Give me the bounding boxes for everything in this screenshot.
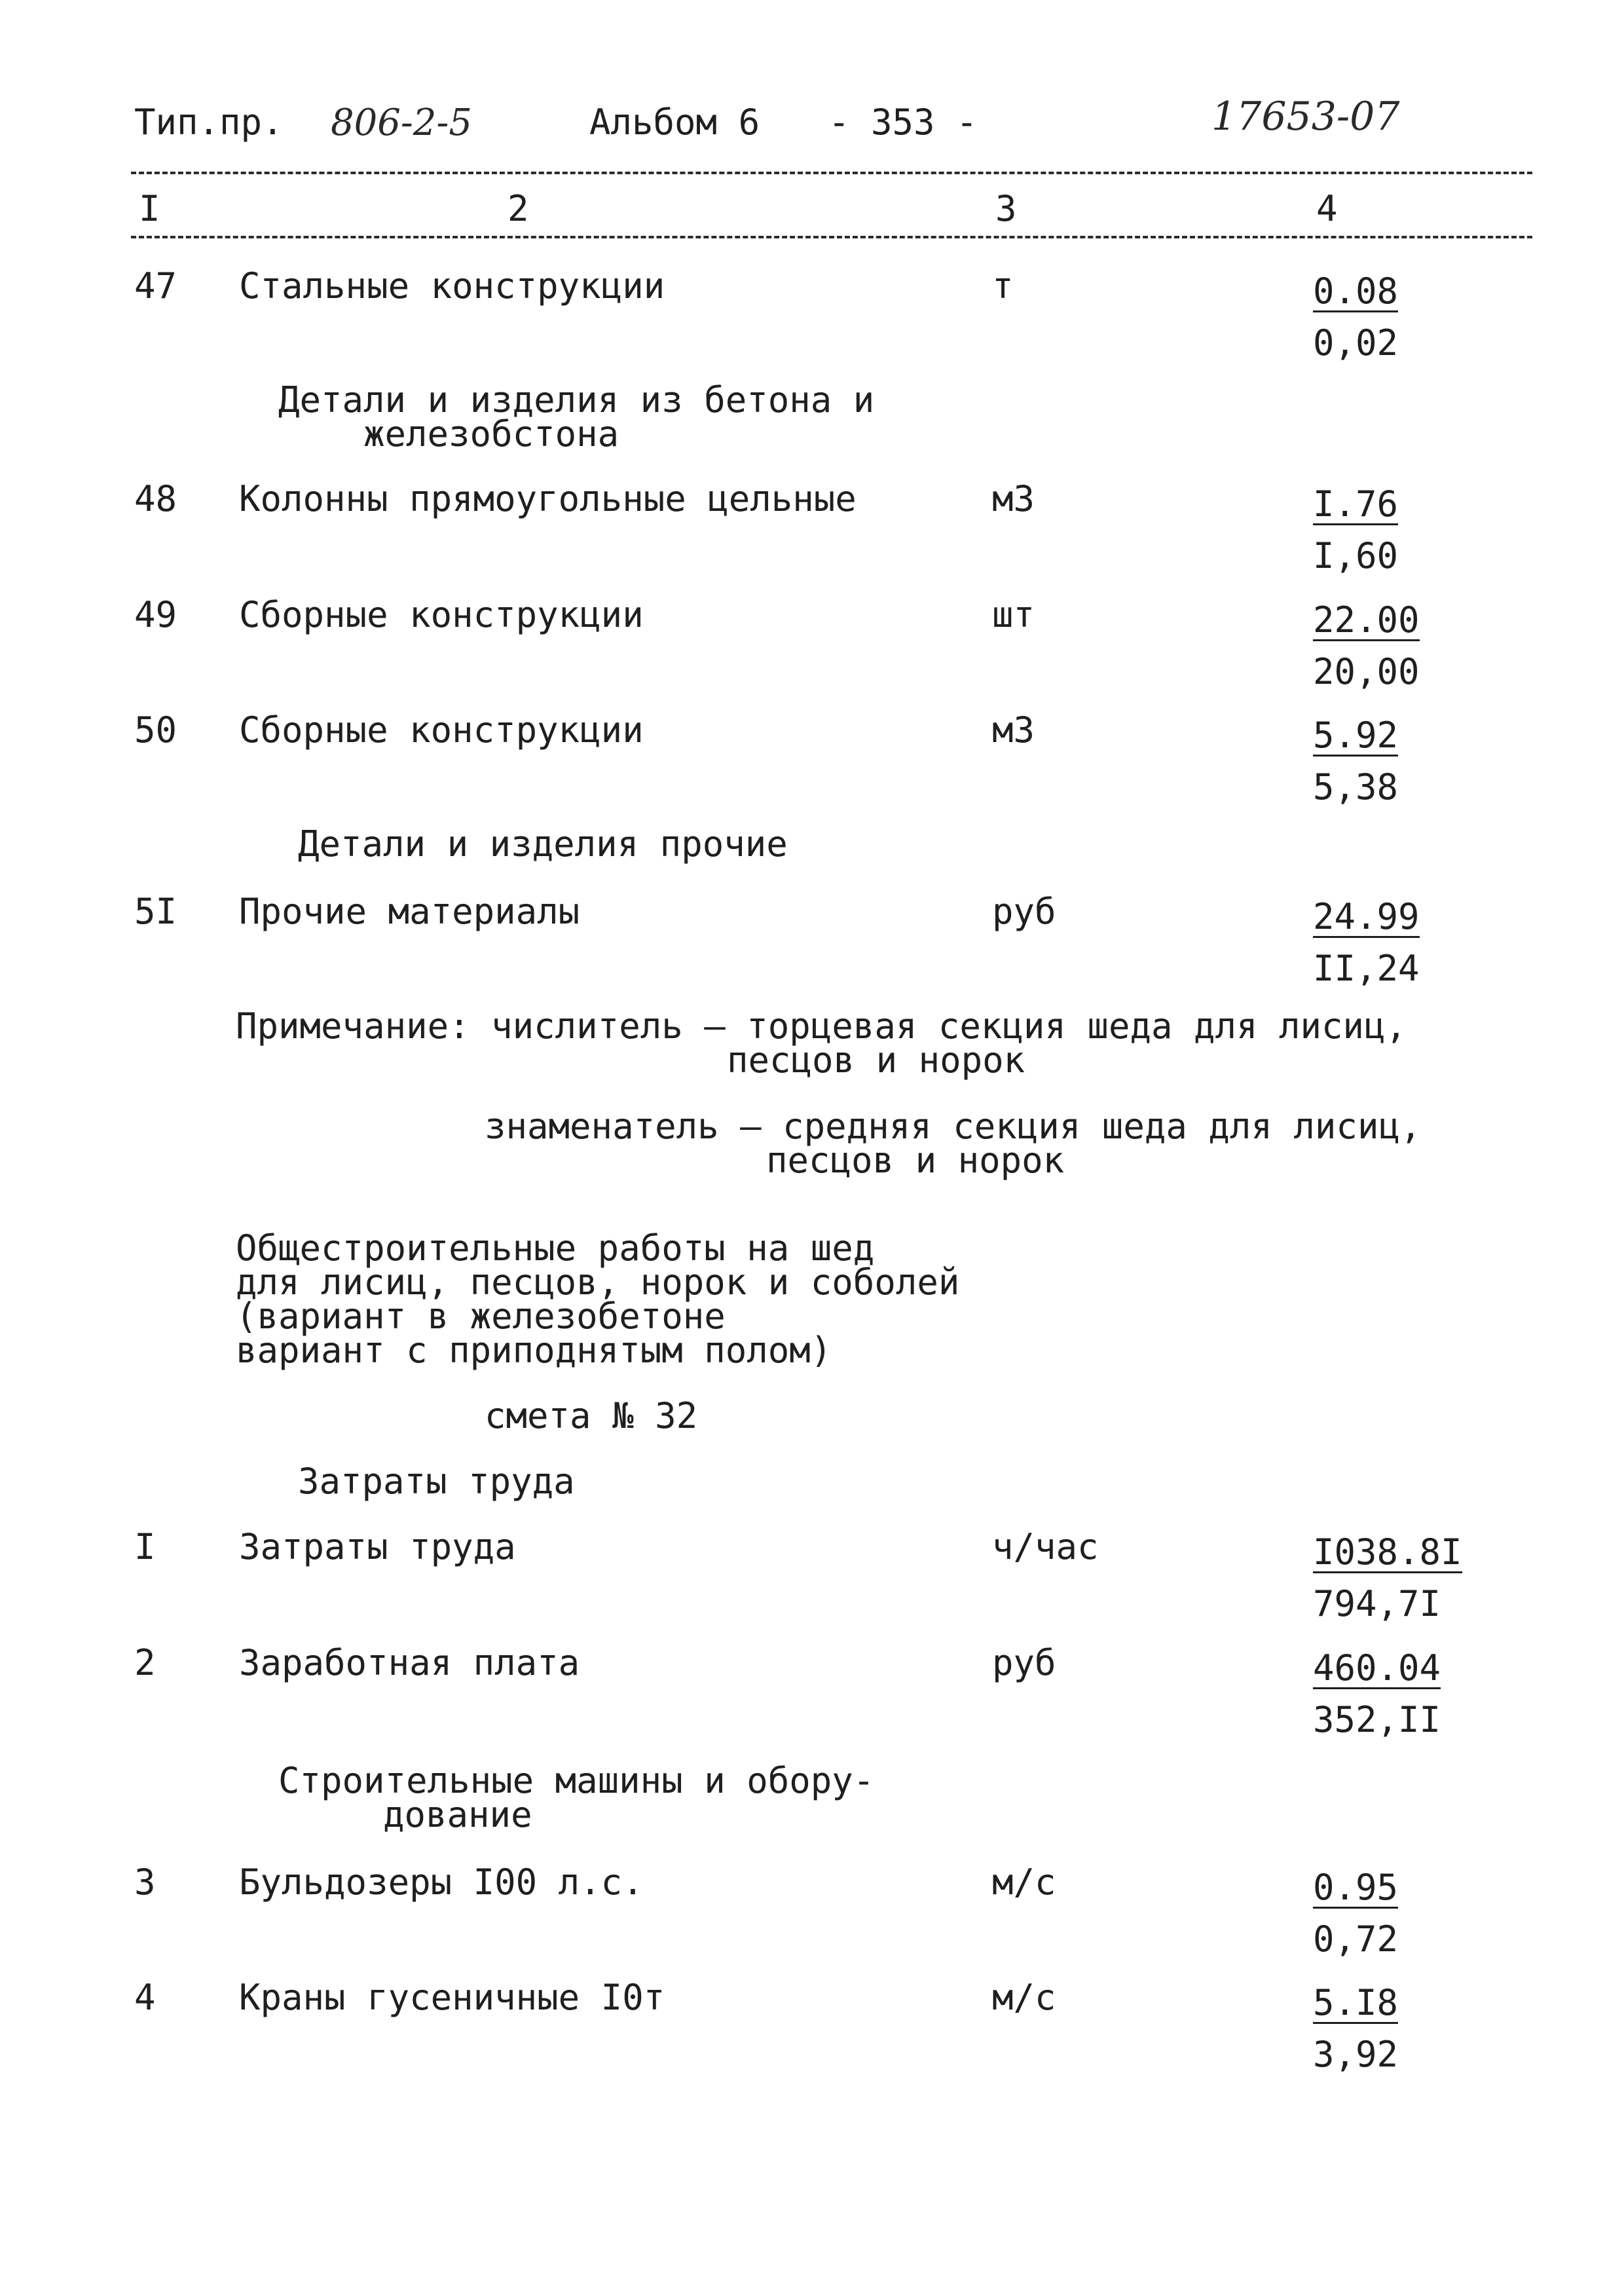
general-works-title	[236, 1227, 960, 1371]
header-doc-number: 17653-07	[1211, 94, 1400, 140]
row-value	[1313, 1647, 1441, 1740]
general-works-line: для лисиц, песцов, норок и соболей	[236, 1262, 960, 1303]
row-name: Краны гусеничные I0т	[239, 1977, 665, 2018]
column-header-3: 3	[995, 188, 1017, 229]
row-value	[1313, 483, 1399, 576]
note-line: знаменатель – средняя секция шеда для лисиц,	[485, 1106, 1422, 1147]
row-num: 49	[134, 594, 177, 635]
row-unit: м3	[992, 709, 1035, 751]
row-name: Колонны прямоугольные цельные	[239, 478, 857, 519]
header-album: Альбом 6	[589, 102, 760, 143]
section-heading-line: дование	[383, 1794, 532, 1835]
row-num: 2	[134, 1642, 156, 1683]
note-line: песцов и норок	[727, 1039, 1025, 1081]
row-name: Стальные конструкции	[239, 265, 665, 307]
section-heading-other: Детали и изделия прочие	[298, 823, 788, 865]
value-numerator: 22.00	[1313, 599, 1420, 641]
column-header-2: 2	[507, 188, 529, 229]
row-name: Затраты труда	[239, 1526, 516, 1567]
note-line: Примечание: числитель – торцевая секция шеда для лисиц,	[236, 1005, 1407, 1047]
row-name: Сборные конструкции	[239, 709, 644, 751]
row-value	[1313, 1531, 1462, 1624]
value-numerator: I038.8I	[1313, 1531, 1462, 1573]
header-page-number: - 353 -	[828, 102, 978, 143]
row-value	[1313, 1867, 1399, 1960]
row-unit: ч/час	[992, 1526, 1099, 1567]
value-numerator: 460.04	[1313, 1647, 1441, 1689]
row-name: Сборные конструкции	[239, 594, 644, 635]
row-name: Бульдозеры I00 л.с.	[239, 1861, 644, 1903]
value-numerator: 24.99	[1313, 896, 1420, 937]
value-denominator: 20,00	[1313, 651, 1420, 692]
row-unit: м/с	[992, 1977, 1056, 2018]
row-value	[1313, 271, 1399, 364]
row-unit: т	[992, 265, 1014, 307]
column-header-1: I	[139, 188, 160, 229]
value-numerator: I.76	[1313, 483, 1399, 525]
section-heading-concrete	[278, 379, 875, 455]
value-denominator: 0,02	[1313, 322, 1399, 364]
estimate-number: смета № 32	[485, 1395, 698, 1436]
row-unit: м3	[992, 478, 1035, 519]
value-numerator: 5.I8	[1313, 1982, 1399, 2023]
value-denominator: 0,72	[1313, 1918, 1399, 1960]
row-num: 5I	[134, 891, 177, 932]
row-value	[1313, 1982, 1399, 2075]
header-type-label: Тип.пр.	[134, 102, 284, 143]
row-num: 48	[134, 478, 177, 519]
general-works-line: (вариант в железобетоне	[236, 1296, 726, 1337]
row-value	[1313, 599, 1420, 692]
value-denominator: 352,II	[1313, 1699, 1441, 1740]
top-dashed-rule	[131, 172, 1532, 174]
value-denominator: 3,92	[1313, 2034, 1399, 2075]
row-value	[1313, 896, 1420, 989]
column-header-dashed-rule	[131, 236, 1532, 238]
general-works-line: Общестроительные работы на шед	[236, 1227, 875, 1269]
row-unit: м/с	[992, 1861, 1056, 1903]
value-denominator: 794,7I	[1313, 1583, 1441, 1624]
row-num: 47	[134, 265, 177, 307]
column-header-4: 4	[1316, 188, 1338, 229]
section-heading-machines	[278, 1760, 875, 1835]
value-numerator: 5.92	[1313, 715, 1399, 756]
row-unit: руб	[992, 1642, 1056, 1683]
row-value	[1313, 715, 1399, 808]
row-num: 4	[134, 1977, 156, 2018]
row-unit: шт	[992, 594, 1035, 635]
general-works-line: вариант с приподнятым полом)	[236, 1330, 832, 1371]
value-denominator: I,60	[1313, 535, 1399, 576]
section-heading-line: Строительные машины и обору-	[278, 1760, 875, 1801]
section-heading-line: Детали и изделия из бетона и	[278, 379, 875, 421]
value-denominator: II,24	[1313, 948, 1420, 989]
row-num: 3	[134, 1861, 156, 1903]
value-numerator: 0.95	[1313, 1867, 1399, 1908]
row-name: Прочие материалы	[239, 891, 580, 932]
row-num: I	[134, 1526, 156, 1567]
row-num: 50	[134, 709, 177, 751]
row-name: Заработная плата	[239, 1642, 580, 1683]
header-project-code: 806-2-5	[331, 102, 472, 144]
section-heading-line: железобстона	[363, 413, 619, 455]
value-denominator: 5,38	[1313, 766, 1399, 808]
value-numerator: 0.08	[1313, 271, 1399, 312]
note-line: песцов и норок	[766, 1140, 1065, 1181]
row-unit: руб	[992, 891, 1056, 932]
section-heading-labor: Затраты труда	[298, 1461, 575, 1502]
